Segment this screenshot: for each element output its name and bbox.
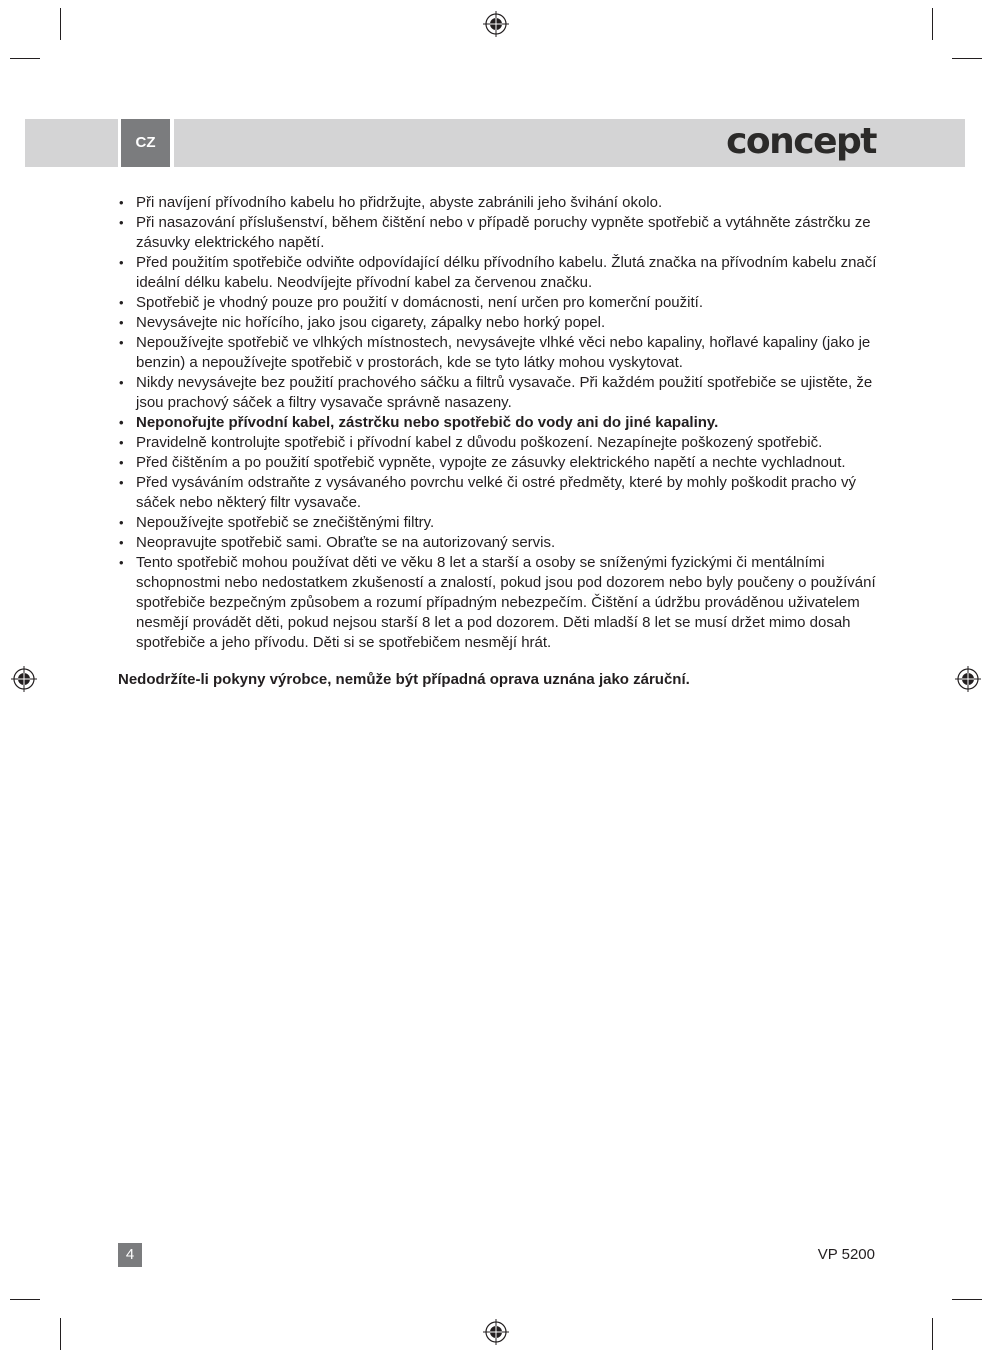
list-item: • Neopravujte spotřebič sami. Obraťte se na autorizovaný servis. xyxy=(118,533,878,553)
page-content xyxy=(118,193,878,690)
crop-mark xyxy=(932,1318,933,1350)
list-item: • Pravidelně kontrolujte spotřebič i přívodní kabel z důvodu poškození. Nezapínejte poškozený spotřebič. xyxy=(118,433,878,453)
list-item: • Při nasazování příslušenství, během čištění nebo v případě poruchy vypněte spotřebič a vytáhněte zástrčku ze zásuvky elektrického napětí. xyxy=(118,213,878,253)
list-item: • Při navíjení přívodního kabelu ho přidržujte, abyste zabránili jeho švihání okolo. xyxy=(118,193,878,213)
list-item: • Před čištěním a po použití spotřebič vypněte, vypojte ze zásuvky elektrického napětí a nechte vychladnout. xyxy=(118,453,878,473)
list-item: • Neponořujte přívodní kabel, zástrčku nebo spotřebič do vody ani do jiné kapaliny. xyxy=(118,413,878,433)
crop-mark xyxy=(932,8,933,40)
crop-mark xyxy=(60,8,61,40)
crop-mark xyxy=(952,1299,982,1300)
crop-mark xyxy=(952,58,982,59)
crop-mark xyxy=(10,1299,40,1300)
crop-mark xyxy=(60,1318,61,1350)
crop-mark xyxy=(10,58,40,59)
header-divider xyxy=(170,119,174,167)
registration-mark-icon xyxy=(483,11,509,37)
registration-mark-icon xyxy=(11,666,37,692)
registration-mark-icon xyxy=(483,1319,509,1345)
list-item: • Nikdy nevysávejte bez použití prachového sáčku a filtrů vysavače. Při každém použití spotřebiče se ujistěte, že jsou prachový sáček a filtry vysavače správně nasazeny. xyxy=(118,373,878,413)
language-badge: CZ xyxy=(121,119,170,167)
list-item: • Tento spotřebič mohou používat děti ve věku 8 let a starší a osoby se sníženými fyzickými či mentálními schopnostmi nebo nedostatkem zkušeností a znalostí, pokud jsou pod dozorem nebo byly poučeny o používání spotřebiče bezpečným způsobem a rozumí případným nebezpečím. Čištění a údržbu prováděnou uživatelem nesmějí provádět děti, pokud nejsou starší 8 let a pod dozorem. Děti mladší 8 let se musí držet mimo dosah spotřebiče a jeho přívodu. Děti si se spotřebičem nesmějí hrát. xyxy=(118,553,878,653)
model-number: VP 5200 xyxy=(817,1246,875,1263)
list-item: • Nepoužívejte spotřebič se znečištěnými filtry. xyxy=(118,513,878,533)
page-number: 4 xyxy=(118,1243,142,1267)
closing-note: Nedodržíte-li pokyny výrobce, nemůže být případná oprava uznána jako záruční. xyxy=(118,671,690,688)
brand-logo: concept xyxy=(726,121,876,162)
list-item: • Nepoužívejte spotřebič ve vlhkých místnostech, nevysávejte vlhké věci nebo kapaliny, hořlavé kapaliny (jako je benzin) a nepoužívejte spotřebič v prostorách, kde se tyto látky mohou vyskytovat. xyxy=(118,333,878,373)
list-item: • Nevysávejte nic hořícího, jako jsou cigarety, zápalky nebo horký popel. xyxy=(118,313,878,333)
list-item: • Před vysáváním odstraňte z vysávaného povrchu velké či ostré předměty, které by mohly poškodit pracho vý sáček nebo některý filtr vysavače. xyxy=(118,473,878,513)
list-item: • Spotřebič je vhodný pouze pro použití v domácnosti, není určen pro komerční použití. xyxy=(118,293,878,313)
safety-instructions-list xyxy=(118,193,878,653)
list-item: • Před použitím spotřebiče odviňte odpovídající délku přívodního kabelu. Žlutá značka na přívodním kabelu značí ideální délku kabelu. Neodvíjejte přívodní kabel za červenou značku. xyxy=(118,253,878,293)
registration-mark-icon xyxy=(955,666,981,692)
